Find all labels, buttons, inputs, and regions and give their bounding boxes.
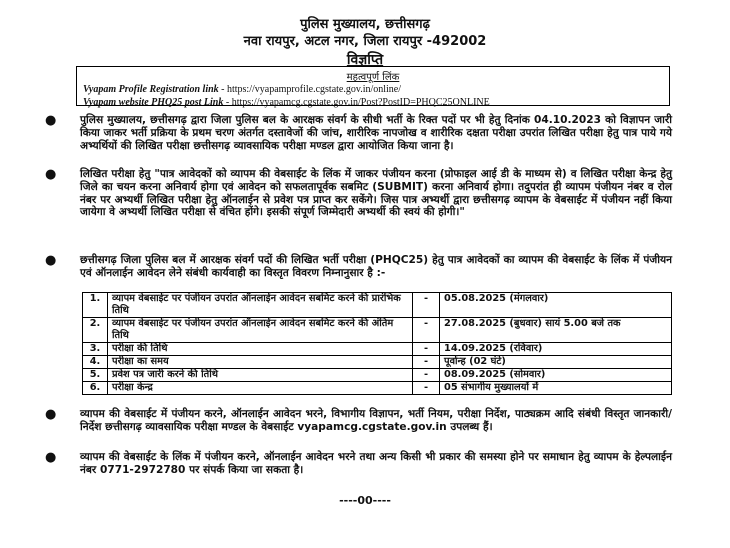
bullet-icon: ● (45, 450, 57, 465)
row-serial: 4. (83, 356, 108, 369)
registration-link-label: Vyapam Profile Registration link (83, 84, 219, 95)
row-value: 08.09.2025 (सोमवार) (440, 369, 672, 382)
row-label: परीक्षा का समय (108, 356, 413, 369)
row-separator: - (413, 293, 440, 318)
row-separator: - (413, 318, 440, 343)
end-marker: ----00---- (339, 494, 391, 507)
table-row (83, 318, 672, 343)
important-links-box (76, 66, 670, 106)
row-value: 05 संभागीय मुख्यालयों में (440, 382, 672, 395)
registration-link-line (83, 83, 663, 96)
paragraph-schedule-intro: छत्तीसगढ़ जिला पुलिस बल में आरक्षक संवर्ग पदों की लिखित भर्ती परीक्षा (PHQC25) हेतु पात्र आवेदकों का व्यापम की वेबसाईट के लिंक में पंजीयन एवं ऑनलाईन आवेदन लेने संबंधी कार्यवाही का विस्तृत विवरण निम्नानुसार है :- (80, 254, 672, 279)
row-value: 27.08.2025 (बुधवार) सायं 5.00 बजे तक (440, 318, 672, 343)
row-serial: 5. (83, 369, 108, 382)
office-address: नवा रायपुर, अटल नगर, जिला रायपुर -492002 (243, 34, 487, 49)
paragraph-helpline: व्यापम की वेबसाईट के लिंक में पंजीयन करने, ऑनलाईन आवेदन भरने तथा अन्य किसी भी प्रकार की समस्या होने पर समाधान हेतु व्यापम के हेल्पलाईन नंबर 0771-2972780 पर संपर्क किया जा सकता है। (80, 451, 672, 476)
row-separator: - (413, 369, 440, 382)
row-value: 05.08.2025 (मंगलवार) (440, 293, 672, 318)
paragraph-website-info: व्यापम की वेबसाईट में पंजीयन करने, ऑनलाईन आवेदन भरने, विभागीय विज्ञापन, भर्ती नियम, परीक्षा निर्देश, पाठ्यक्रम आदि संबंधी विस्तृत जानकारी/निर्देश छत्तीसगढ़ व्यावसायिक परीक्षा मण्डल के वेबसाईट vyapamcg.cgstate.gov.in उपलब्ध हैं। (80, 408, 672, 433)
bullet-icon: ● (45, 113, 57, 128)
notice-title: विज्ञप्ति (346, 52, 384, 68)
row-separator: - (413, 356, 440, 369)
row-label: व्यापम वेबसाईट पर पंजीयन उपरांत ऑनलाईन आवेदन सबमिट करने की प्रारंभिक तिथि (108, 293, 413, 318)
post-link-line (83, 96, 663, 109)
row-value: 14.09.2025 (रविवार) (440, 343, 672, 356)
row-serial: 6. (83, 382, 108, 395)
row-label: व्यापम वेबसाईट पर पंजीयन उपरांत ऑनलाईन आवेदन सबमिट करने की अंतिम तिथि (108, 318, 413, 343)
bullet-icon: ● (45, 167, 57, 182)
registration-link-url[interactable]: - https://vyapamprofile.cgstate.gov.in/online/ (221, 84, 402, 95)
table-row (83, 356, 672, 369)
row-label: परीक्षा केन्द्र (108, 382, 413, 395)
table-row (83, 382, 672, 395)
post-link-url[interactable]: - https://vyapamcg.cgstate.gov.in/Post?PostID=PHQC25ONLINE (225, 97, 490, 108)
table-row (83, 343, 672, 356)
table-row (83, 293, 672, 318)
row-serial: 2. (83, 318, 108, 343)
links-title: महत्वपूर्ण लिंक (346, 72, 400, 83)
bullet-icon: ● (45, 253, 57, 268)
paragraph-intro: पुलिस मुख्यालय, छत्तीसगढ़ द्वारा जिला पुलिस बल के आरक्षक संवर्ग के सीधी भर्ती के रिक्त पदों पर भी हेतु दिनांक 04.10.2023 को विज्ञापन जारी किया जाकर भर्ती प्रक्रिया के प्रथम चरण अंतर्गत दस्तावेजों की जांच, शारीरिक नापजोख व शारीरिक दक्षता परीक्षा उपरांत लिखित परीक्षा हेतु पात्र पाये गये अभ्यर्थियों की लिखित परीक्षा छत्तीसगढ़ व्यावसायिक परीक्षा मण्डल द्वारा आयोजित किया जाना है। (80, 114, 672, 152)
row-separator: - (413, 382, 440, 395)
bullet-icon: ● (45, 407, 57, 422)
row-separator: - (413, 343, 440, 356)
post-link-label: Vyapam website PHQ25 post Link (83, 97, 224, 108)
row-serial: 3. (83, 343, 108, 356)
row-serial: 1. (83, 293, 108, 318)
paragraph-written-exam: लिखित परीक्षा हेतु "पात्र आवेदकों को व्यापम की वेबसाईट के लिंक में जाकर पंजीयन करना (प्रोफाइल आई डी के माध्यम से) व लिखित परीक्षा केन्द्र हेतु जिले का चयन करना अनिवार्य होगा एवं आवेदन को सफलतापूर्वक सबमिट (SUBMIT) करना अनिवार्य होगा। तदुपरांत ही व्यापम पंजीयन नंबर व रोल नंबर पर अभ्यर्थी लिखित परीक्षा हेतु ऑनलाईन से प्रवेश पत्र प्राप्त कर सकेंगे। जिस पात्र अभ्यर्थी द्वारा छत्तीसगढ़ व्यापम के वेबसाईट में पंजीयन नहीं किया जायेगा वे अभ्यर्थी लिखित परीक्षा से वंचित होंगे। इसकी संपूर्ण जिम्मेदारी अभ्यर्थी की स्वयं की होगी।" (80, 168, 672, 219)
row-value: पूर्वान्ह (02 घंटे) (440, 356, 672, 369)
schedule-table (82, 292, 672, 395)
office-name: पुलिस मुख्यालय, छत्तीसगढ़ (300, 17, 430, 32)
row-label: प्रवेश पत्र जारी करने की तिथि (108, 369, 413, 382)
row-label: परीक्षा की तिथि (108, 343, 413, 356)
table-row (83, 369, 672, 382)
